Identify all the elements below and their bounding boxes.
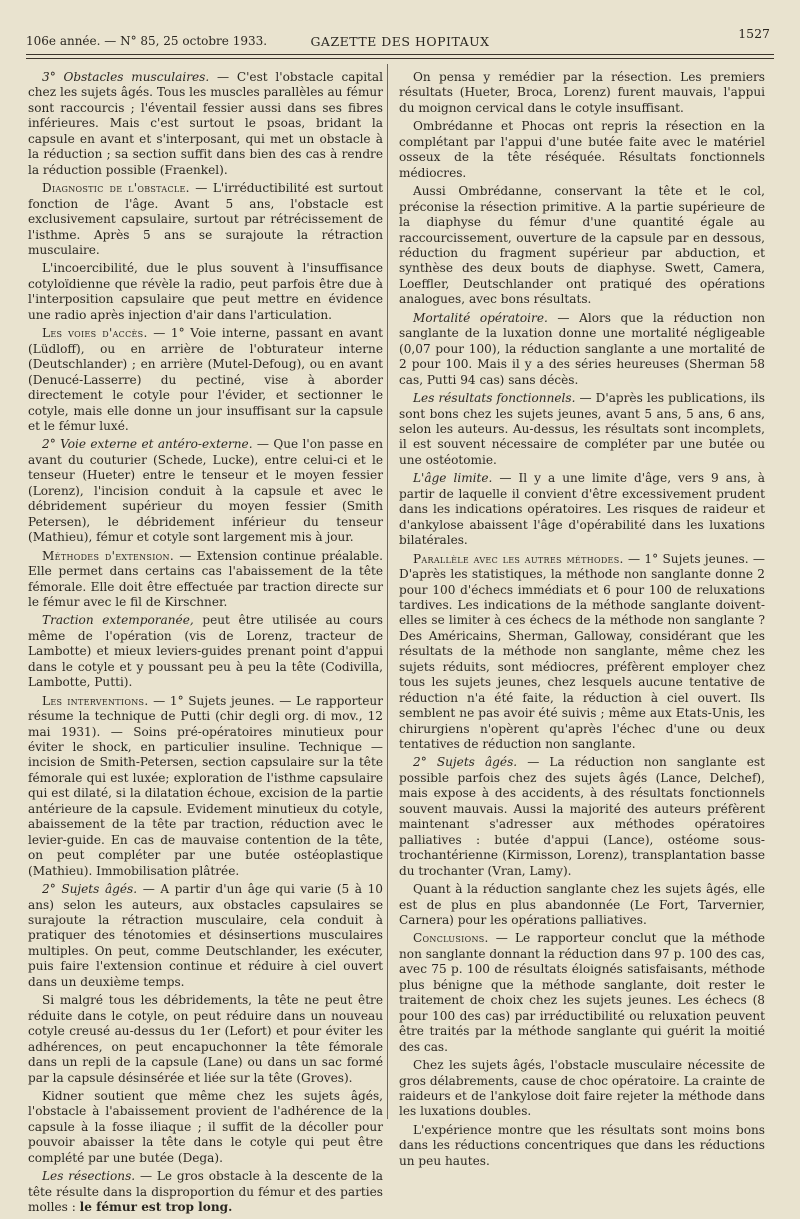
publication-title: GAZETTE DES HOPITAUX xyxy=(310,34,490,49)
paragraph xyxy=(399,119,765,181)
paragraph-text: Si malgré tous les débridements, la tête ne peut être réduite dans le cotyle, on peut réduire dans un nouveau cotyle creusé au-dessus du 1er (Lefort) et pour éviter les adhérences, on peut encapuchonner la tête fémorale dans un repli de la capsule (Lane) ou dans un sac formé par la capsule désinsérée et liée sur la tête (Groves). xyxy=(28,993,383,1085)
paragraph xyxy=(399,1058,765,1120)
paragraph-lead: Les voies d'accès. xyxy=(42,326,148,341)
paragraph xyxy=(399,931,765,1055)
paragraph-text: — La réduction non sanglante est possible parfois chez des sujets âgés (Lance, Delchef), mais expose à des accidents, à des résultats fonctionnels souvent mauvais. Aussi la majorité des auteurs préfèrent maintenant s'adresser aux méthodes opératoires palliatives : butée d'appui (Lance), ostéome sous-trochantérienne (Kirmisson, Lorenz), transplantation basse du trochanter (Vran, Lamy). xyxy=(399,755,765,878)
paragraph xyxy=(28,613,383,690)
paragraph xyxy=(399,882,765,928)
paragraph-tail: le fémur est trop long. xyxy=(79,1200,233,1215)
paragraph-lead: 2° Sujets âgés. xyxy=(42,882,138,897)
paragraph-text: — Le rapporteur conclut que la méthode non sanglante donnant la réduction dans 97 p. 100 des cas, avec 75 p. 100 de résultats éloignés satisfaisants, méthode plus bénigne que la méthode sanglante, doit rester le traitement de choix chez les sujets jeunes. Les échecs (8 pour 100 des cas) par irréductibilité ou reluxation peuvent être traités par la méthode sanglante qui guérit la moitié des cas. xyxy=(399,931,765,1054)
left-column xyxy=(28,70,383,1219)
paragraph-text: — 1° Sujets jeunes. — Le rapporteur résume la technique de Putti (chir degli org. di mov., 12 mai 1931). — Soins pré-opératoires minutieux pour éviter le shock, en particulier insuline. Technique — incision de Smith-Petersen, section capsulaire sur la tête fémorale qui est luxée; exploration de l'isthme capsulaire qui est dilaté, si la dilatation échoue, excision de la partie antérieure de la capsule. Evidement minutieux du cotyle, abaissement de la tête par traction, réduction avec le levier-guide. En cas de mauvaise contention de la tête, on peut compléter par une butée ostéoplastique (Mathieu). Immobilisation plâtrée. xyxy=(28,693,384,878)
page-number: 1527 xyxy=(738,26,770,41)
paragraph xyxy=(399,184,765,308)
paragraph xyxy=(28,70,383,178)
paragraph-text: — D'après les publications, ils sont bons chez les sujets jeunes, avant 5 ans, 5 ans, 6 ans, selon les auteurs. Au-dessus, les résultats sont incomplets, il est souvent nécessaire de compléter par une butée ou une ostéotomie. xyxy=(399,391,765,467)
paragraph xyxy=(28,993,383,1086)
paragraph-text: Kidner soutient que même chez les sujets âgés, l'obstacle à l'abaissement provient de l'adhérence de la capsule à la fosse iliaque ; il suffit de la décoller pour pouvoir abaisser la tête dans le cotyle qui peut être complété par une butée (Dega). xyxy=(28,1089,383,1165)
paragraph-text: — A partir d'un âge qui varie (5 à 10 ans) selon les auteurs, aux obstacles capsulaires se surajoute la rétraction musculaire, cela conduit à pratiquer des ténotomies et désinsertions musculaires multiples. On peut, comme Deutschlander, les exécuter, puis faire l'extension continue et réduire à ciel ouvert dans un deuxième temps. xyxy=(28,882,383,989)
header-rule xyxy=(26,54,774,55)
paragraph-text: — C'est l'obstacle capital chez les sujets âgés. Tous les muscles parallèles au fémur sont raccourcis ; l'éventail fessier aussi dans ses fibres inférieures. Mais c'est surtout le psoas, bridant la capsule en avant et s'interposant, qui met un obstacle à la réduction ; sa section suffit dans bien des cas à rendre la réduction possible (Fraenkel). xyxy=(28,70,383,177)
paragraph-lead: Les résections. xyxy=(42,1169,136,1184)
issue-info: 106e année. — N° 85, 25 octobre 1933. xyxy=(26,34,268,48)
paragraph xyxy=(399,311,765,388)
paragraph xyxy=(399,70,765,116)
paragraph-text: — L'irréductibilité est surtout fonction de l'âge. Avant 5 ans, l'obstacle est exclusivement capsulaire, surtout par rétrécissement de l'isthme. Après 5 ans se surajoute la rétraction musculaire. xyxy=(28,181,383,257)
paragraph xyxy=(399,1123,765,1169)
paragraph-text: — Extension continue préalable. Elle permet dans certains cas l'abaissement de la tête fémorale. Elle doit être effectuée par traction directe sur le fémur avec le fil de Kirschner. xyxy=(28,548,383,609)
paragraph-text: — Il y a une limite d'âge, vers 9 ans, à partir de laquelle il convient d'être excessivement prudent dans les indications opératoires. Les risques de raideur et d'ankylose abaissent l'âge d'opérabilité dans les luxations bilatérales. xyxy=(399,471,765,548)
paragraph xyxy=(28,326,383,434)
paragraph-lead: Méthodes d'extension. xyxy=(42,548,174,563)
paragraph-text: — Alors que la réduction non sanglante de la luxation donne une mortalité négligeable (0,07 pour 100), la réduction sanglante a une mortalité de 2 pour 100. Mais il y a des séries heureuses (Sherman 58 cas, Putti 94 cas) sans décès. xyxy=(399,310,765,387)
paragraph-text: L'expérience montre que les résultats sont moins bons dans les réductions concentriques que dans les réductions un peu hautes. xyxy=(399,1122,765,1168)
paragraph-text: On pensa y remédier par la résection. Les premiers résultats (Hueter, Broca, Lorenz) furent mauvais, l'appui du moignon cervical dans le cotyle insuffisant. xyxy=(399,70,765,115)
paragraph-lead: 2° Voie externe et antéro-externe. xyxy=(42,437,253,452)
paragraph-lead: Les résultats fonctionnels. xyxy=(413,391,576,406)
paragraph xyxy=(28,1089,383,1166)
paragraph-lead: Parallèle avec les autres méthodes. xyxy=(413,551,624,566)
paragraph-text: Ombrédanne et Phocas ont repris la résection en la complétant par l'appui d'une butée faite avec le matériel osseux de la tête réséquée. Résultats fonctionnels médiocres. xyxy=(399,119,765,180)
paragraph-text: Quant à la réduction sanglante chez les sujets âgés, elle est de plus en plus abandonnée (Le Fort, Tarvernier, Carnera) pour les opérations palliatives. xyxy=(399,882,765,928)
paragraph-text: — Que l'on passe en avant du couturier (Schede, Lucke), entre celui-ci et le tenseur (Hueter) entre le tenseur et le moyen fessier (Lorenz), l'incision conduit à la capsule et avec le débridement supérieur du moyen fessier (Smith Petersen), le débridement inférieur du tenseur (Mathieu), fémur et cotyle sont largement mis à jour. xyxy=(28,437,383,545)
paragraph-lead: Diagnostic de l'obstacle. xyxy=(42,181,190,196)
paragraph xyxy=(399,552,765,753)
paragraph-lead: Traction extemporanée, xyxy=(42,613,194,628)
paragraph xyxy=(28,694,383,879)
paragraph-text: — 1° Sujets jeunes. — D'après les statistiques, la méthode non sanglante donne 2 pour 100 d'échecs immédiats et 6 pour 100 de reluxations tardives. Les indications de la méthode sanglante doivent-elles se limiter à ces échecs de la méthode non sanglante ? Des Américains, Sherman, Galloway, considérant que les résultats de la méthode non sanglante, même chez les sujets réduits, sont médiocres, préfèrent employer chez tous les sujets jeunes, chez lesquels aucune tentative de réduction n'a été faite, la réduction à ciel ouvert. Ils semblent ne pas avoir été suivis ; même aux Etats-Unis, les chirurgiens n'opèrent qu'après l'échec d'une ou deux tentatives de réduction non sanglante. xyxy=(399,551,766,752)
paragraph-lead: 3° Obstacles musculaires. xyxy=(42,70,210,84)
paragraph xyxy=(28,549,383,611)
paragraph-text: — Le gros obstacle à la descente de la tête résulte dans la disproportion du fémur et des parties molles : xyxy=(28,1169,383,1215)
paragraph xyxy=(399,471,765,548)
paragraph xyxy=(28,1169,383,1215)
paragraph-text: — 1° Voie interne, passant en avant (Lüdloff), ou en arrière de l'obturateur interne (Deutschlander) ; en arrière (Mutel-Defoug), ou en avant (Denucé-Lasserre) du pectiné, vise à aborder directement le cotyle pour l'évider, et sectionner le cotyle, mais elle donne un jour insuffisant sur la capsule et le fémur luxé. xyxy=(28,326,383,433)
paragraph xyxy=(28,181,383,258)
column-divider xyxy=(387,64,388,1119)
paragraph xyxy=(28,261,383,323)
paragraph-text: Chez les sujets âgés, l'obstacle musculaire nécessite de gros délabrements, cause de choc opératoire. La crainte de raideurs et de l'ankylose doit faire rejeter la méthode dans les luxations doubles. xyxy=(399,1058,765,1119)
paragraph-lead: Mortalité opératoire. xyxy=(413,310,548,325)
paragraph-lead: Les interventions. xyxy=(42,693,149,708)
paragraph xyxy=(28,882,383,990)
paragraph xyxy=(399,391,765,468)
paragraph xyxy=(399,755,765,879)
header-rule-thin xyxy=(26,58,774,59)
paragraph-lead: L'âge limite. xyxy=(413,471,493,486)
paragraph-lead: Conclusions. xyxy=(413,931,489,946)
page-header xyxy=(26,26,774,48)
paragraph-text: peut être utilisée au cours même de l'opération (vis de Lorenz, tracteur de Lambotte) et mieux leviers-guides prenant point d'appui dans le cotyle et y poussant peu à peu la tête (Codivilla, Lambotte, Putti). xyxy=(28,613,384,690)
paragraph xyxy=(28,437,383,545)
paragraph-text: L'incoercibilité, due le plus souvent à l'insuffisance cotyloïdienne que révèle la radio, peut parfois être due à l'interposition capsulaire que peut mettre en évidence une radio après injection d'air dans l'articulation. xyxy=(28,261,383,322)
right-column xyxy=(399,70,765,1172)
paragraph-text: Aussi Ombrédanne, conservant la tête et le col, préconise la résection primitive. A la partie supérieure de la diaphyse du fémur d'une quantité égale au raccourcissement, ouverture de la capsule par en dessous, réduction du fragment supérieur par abduction, et synthèse des deux bouts de diaphyse. Swett, Camera, Loeffler, Deutschlander ont pratiqué des opérations analogues, avec bons résultats. xyxy=(399,184,765,307)
paragraph-lead: 2° Sujets âgés. xyxy=(413,755,518,770)
